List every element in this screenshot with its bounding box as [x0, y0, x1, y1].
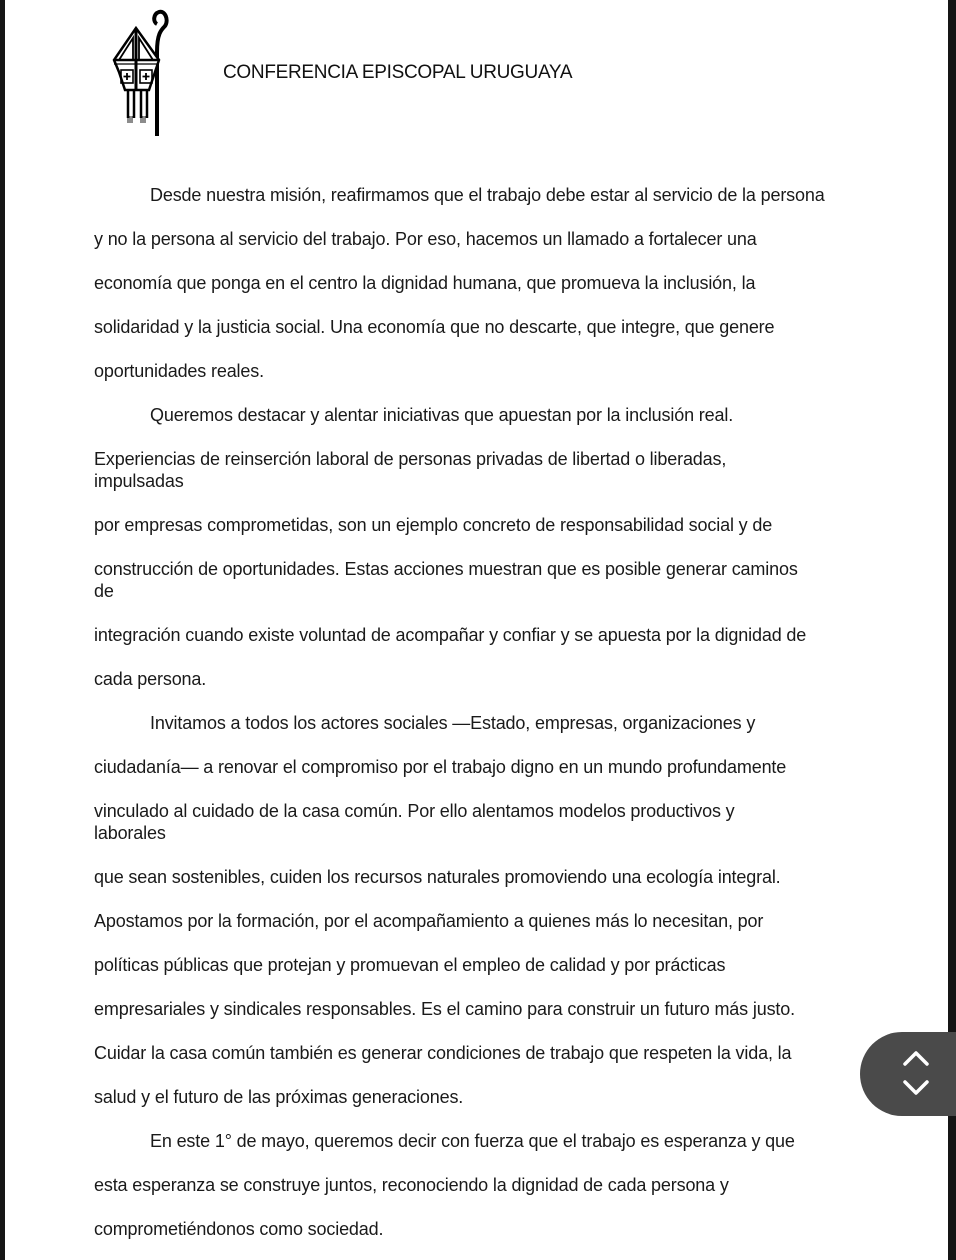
body-text-line: Experiencias de reinserción laboral de personas privadas de libertad o liberadas, — [94, 449, 727, 469]
body-text-line: que sean sostenibles, cuiden los recursos naturales promoviendo una ecología integral. — [94, 867, 781, 887]
body-text-line: esta esperanza se construye juntos, reconociendo la dignidad de cada persona y — [94, 1175, 729, 1195]
body-text-line: comprometiéndonos como sociedad. — [94, 1219, 384, 1239]
body-text-line: ciudadanía— a renovar el compromiso por el trabajo digno en un mundo profundamente — [94, 757, 787, 777]
body-text-line: salud y el futuro de las próximas generaciones. — [94, 1087, 464, 1107]
body-text-line: vinculado al cuidado de la casa común. Por ello alentamos modelos productivos y — [94, 801, 735, 821]
body-text-line: empresariales y sindicales responsables. Es el camino para construir un futuro más justo. — [94, 999, 795, 1019]
body-text-line: Invitamos a todos los actores sociales —Estado, empresas, organizaciones y — [150, 713, 756, 733]
document-page — [5, 0, 948, 1260]
body-text-line: economía que ponga en el centro la dignidad humana, que promueva la inclusión, la — [94, 273, 756, 293]
body-text-line: En este 1° de mayo, queremos decir con fuerza que el trabajo es esperanza y que — [150, 1131, 795, 1151]
body-text-line: Apostamos por la formación, por el acompañamiento a quienes más lo necesitan, por — [94, 911, 764, 931]
body-text-line: y no la persona al servicio del trabajo. Por eso, hacemos un llamado a fortalecer una — [94, 229, 757, 249]
organization-title: CONFERENCIA EPISCOPAL URUGUAYA — [223, 62, 573, 83]
page-navigator — [860, 1032, 956, 1116]
body-text-line: laborales — [94, 823, 166, 843]
body-text-line: Queremos destacar y alentar iniciativas que apuestan por la inclusión real. — [150, 405, 734, 425]
body-text-line: Desde nuestra misión, reafirmamos que el trabajo debe estar al servicio de la persona — [150, 185, 825, 205]
body-text-line: cada persona. — [94, 669, 207, 689]
body-text-line: solidaridad y la justicia social. Una economía que no descarte, que integre, que genere — [94, 317, 775, 337]
body-text-line: impulsadas — [94, 471, 184, 491]
chevron-up-icon[interactable] — [901, 1048, 931, 1068]
body-text-line: oportunidades reales. — [94, 361, 264, 381]
body-text-line: integración cuando existe voluntad de acompañar y confiar y se apuesta por la dignidad de — [94, 625, 807, 645]
body-text-line: de — [94, 581, 114, 601]
body-text-line: por empresas comprometidas, son un ejemplo concreto de responsabilidad social y de — [94, 515, 773, 535]
body-text-line: Cuidar la casa común también es generar condiciones de trabajo que respeten la vida, la — [94, 1043, 792, 1063]
mitre-crozier-logo-icon — [105, 8, 197, 136]
chevron-down-icon[interactable] — [901, 1078, 931, 1098]
body-text-line: políticas públicas que protejan y promuevan el empleo de calidad y por prácticas — [94, 955, 726, 975]
body-text-line: construcción de oportunidades. Estas acciones muestran que es posible generar caminos — [94, 559, 798, 579]
